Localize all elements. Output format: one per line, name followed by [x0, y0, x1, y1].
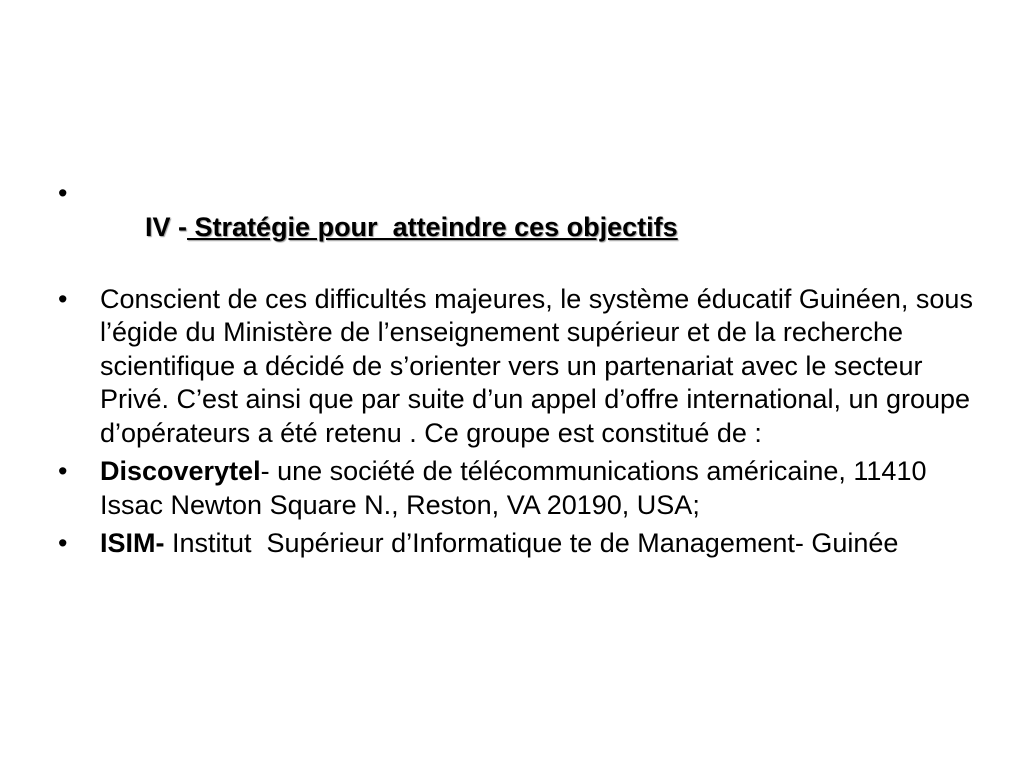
heading-title: Stratégie pour atteindre ces objectifs [187, 211, 678, 242]
bullet-dot: • [58, 283, 68, 314]
discoverytel-description: - une société de télécommunications américaine, 11410 Issac Newton Square N., Reston, VA 20190, USA; [100, 456, 927, 520]
isim-description: Institut Supérieur d’Informatique te de Management- Guinée [164, 528, 899, 558]
bullet-discoverytel [58, 455, 988, 522]
bullet-dot: • [58, 528, 68, 558]
paragraph-text: Conscient de ces difficultés majeures, le système éducatif Guinéen, sous l’égide du Ministère de l’enseignement supérieur et de la recherche scientifique a décidé de s’orienter vers un partenariat avec le secteur Privé. C’est ainsi que par suite d’un appel d’offre international, un groupe d’opérateurs a été retenu . Ce groupe est constitué de : [100, 283, 973, 448]
bullet-dot: • [58, 456, 68, 486]
bullet-paragraph [58, 283, 988, 451]
bullet-heading [58, 177, 988, 278]
heading-prefix: IV - [145, 211, 188, 242]
bullet-list [58, 177, 988, 566]
bullet-dot: • [58, 178, 68, 208]
bullet-isim [58, 527, 988, 561]
isim-name: ISIM- [100, 528, 165, 558]
discoverytel-name: Discoverytel [100, 456, 261, 486]
